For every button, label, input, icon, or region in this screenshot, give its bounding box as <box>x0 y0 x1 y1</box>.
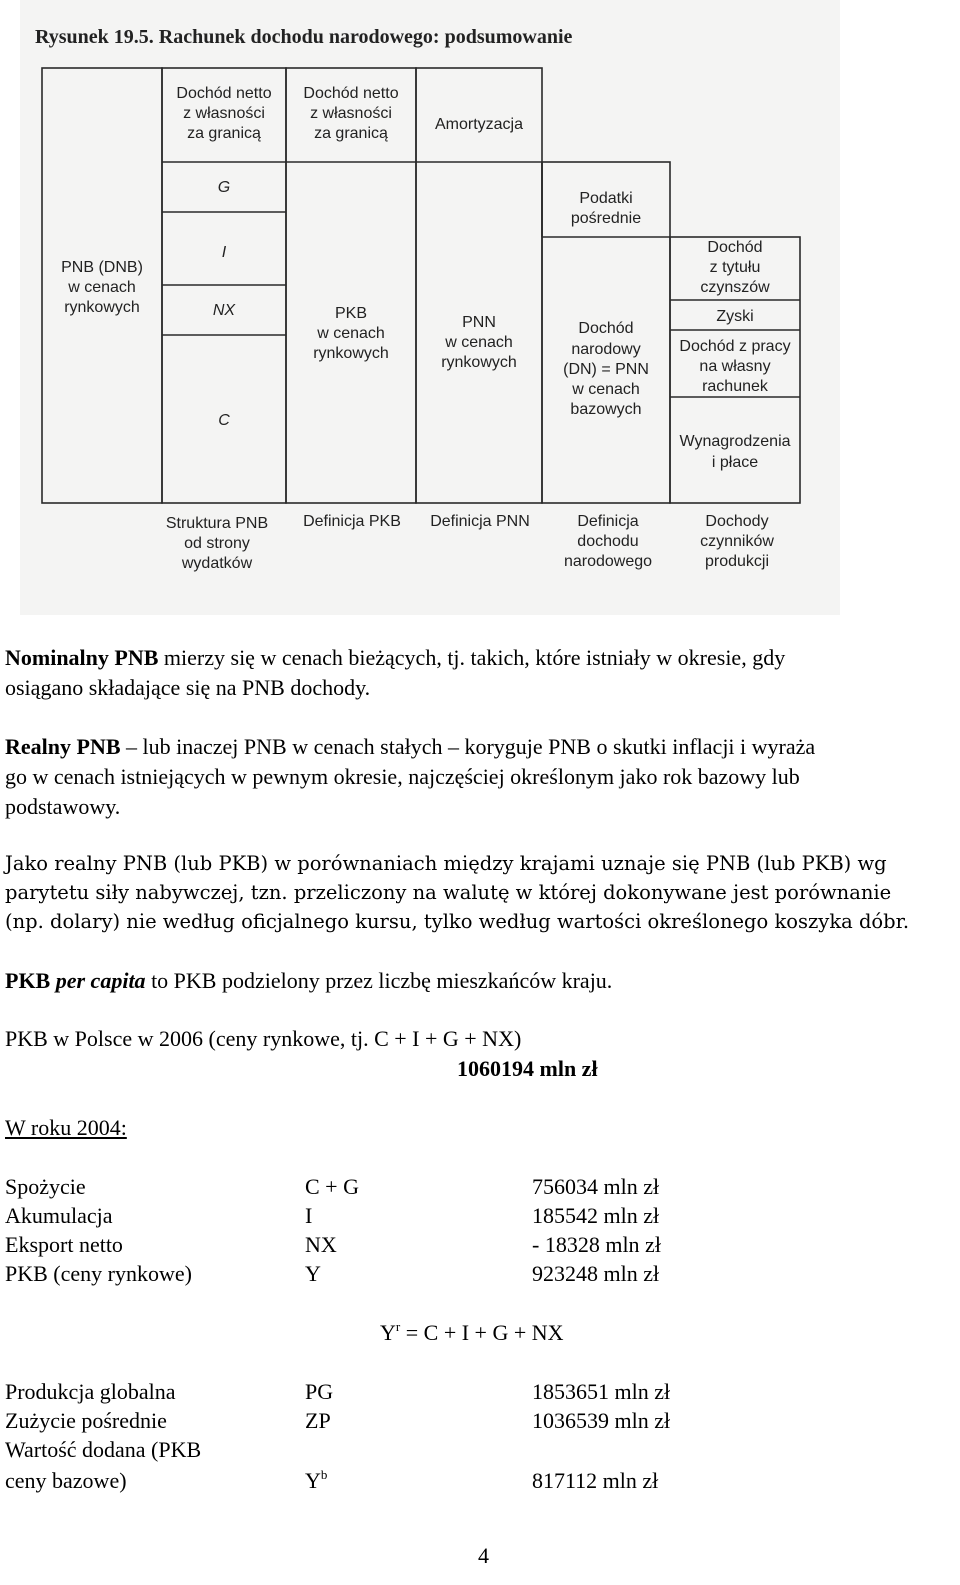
svg-text:rynkowych: rynkowych <box>64 299 140 316</box>
col3-top-label <box>303 85 398 142</box>
svg-text:bazowych: bazowych <box>570 401 642 418</box>
svg-text:w cenach: w cenach <box>68 279 136 296</box>
svg-text:narodowego: narodowego <box>563 553 653 570</box>
svg-text:PNB (DNB): PNB (DNB) <box>61 259 143 276</box>
formula: $Y^r = C + I + G$ + NX <box>380 1319 564 1345</box>
svg-text:czynszów: czynszów <box>700 279 770 296</box>
svg-text:Wynagrodzenia: Wynagrodzenia <box>679 433 791 450</box>
indirect-taxes-label <box>571 190 641 227</box>
svg-text:i płace: i płace <box>711 454 759 471</box>
figure-scan <box>20 0 840 615</box>
i-label: I <box>221 244 227 261</box>
svg-text:w cenach: w cenach <box>317 325 385 342</box>
bottom-label-factor-income <box>700 513 774 570</box>
svg-text:Dochody: Dochody <box>705 513 769 530</box>
table-row: Produkcja globalna PG 1853651 mln zł <box>5 1379 671 1404</box>
svg-text:Dochód: Dochód <box>707 239 763 256</box>
svg-text:Dochód netto: Dochód netto <box>176 85 272 102</box>
svg-text:na własny: na własny <box>699 358 771 375</box>
rent-income-label <box>700 239 770 296</box>
table-row: PKB (ceny rynkowe) Y 923248 mln zł <box>5 1261 660 1286</box>
c-label: C <box>218 412 230 429</box>
bottom-label-national-income <box>564 513 652 570</box>
svg-text:wydatków: wydatków <box>181 555 253 572</box>
table-row: Akumulacja I 185542 mln zł <box>5 1203 660 1228</box>
term-per-capita: per capita <box>55 968 146 993</box>
page-number: 4 <box>478 1543 489 1568</box>
svg-text:za granicą: za granicą <box>187 125 261 142</box>
svg-text:rachunek: rachunek <box>702 378 768 395</box>
svg-text:w cenach: w cenach <box>572 381 640 398</box>
svg-text:za granicą: za granicą <box>314 125 388 142</box>
svg-text:(DN) = PNN: (DN) = PNN <box>563 361 649 378</box>
svg-text:rynkowych: rynkowych <box>313 345 389 362</box>
amortization-label: Amortyzacja <box>434 116 524 133</box>
svg-text:rynkowych: rynkowych <box>441 354 517 371</box>
gdp-2006-value: 1060194 mln zł <box>457 1056 598 1081</box>
paragraph-ppp: Jako realny PNB (lub PKB) w porównaniach między krajami uznaje się PNB (lub PKB) wg parytetu siły nabywczej, tzn. przeliczony na walutę w której dokonywane jest porównanie (np. dolary) nie według oficjalnego kursu, tylko według wartości określonego koszyka dóbr. <box>5 852 910 933</box>
self-employment-label <box>679 338 790 395</box>
svg-text:pośrednie: pośrednie <box>570 210 642 227</box>
svg-text:Podatki: Podatki <box>579 190 633 207</box>
term-nominal-gnp: Nominalny PNB <box>5 645 159 670</box>
bottom-label-pnn: Definicja PNN <box>430 513 530 530</box>
col1-label <box>61 259 143 316</box>
svg-text:od strony: od strony <box>184 535 250 552</box>
svg-text:PKB: PKB <box>334 305 368 322</box>
svg-text:Dochód: Dochód <box>578 320 634 337</box>
year-heading: W roku 2004: <box>5 1115 127 1140</box>
svg-text:z tytułu: z tytułu <box>709 259 761 276</box>
table-row: Zużycie pośrednie ZP 1036539 mln zł <box>5 1408 671 1433</box>
col2-top-label <box>176 85 271 142</box>
table-row: Spożycie C + G 756034 mln zł <box>5 1174 660 1199</box>
bottom-label-pkb: Definicja PKB <box>303 513 401 530</box>
svg-text:produkcji: produkcji <box>704 553 770 570</box>
svg-text:czynników: czynników <box>700 533 774 550</box>
nx-label: NX <box>212 302 236 319</box>
figure-title: Rysunek 19.5. Rachunek dochodu narodowego: podsumowanie <box>35 26 573 48</box>
svg-text:PNN: PNN <box>462 314 496 331</box>
g-label: G <box>217 179 231 196</box>
svg-text:Dochód netto: Dochód netto <box>303 85 399 102</box>
table-row: ceny bazowe) $Y^b$ 817112 mln zł <box>5 1467 659 1493</box>
svg-text:Definicja: Definicja <box>577 513 639 530</box>
pkb-label <box>313 305 389 362</box>
table-row: Eksport netto NX - 18328 mln zł <box>5 1232 661 1257</box>
svg-text:z własności: z własności <box>310 105 392 122</box>
paragraph-gdp-2006: PKB w Polsce w 2006 (ceny rynkowe, tj. C + I + G + NX) <box>5 1026 522 1051</box>
term-real-gnp: Realny PNB <box>5 734 121 759</box>
table-row: Wartość dodana (PKB <box>5 1437 202 1462</box>
svg-text:dochodu: dochodu <box>577 533 639 550</box>
svg-text:Dochód z pracy: Dochód z pracy <box>679 338 791 355</box>
svg-text:z własności: z własności <box>183 105 265 122</box>
national-income-label <box>563 320 649 418</box>
svg-text:Struktura PNB: Struktura PNB <box>165 515 269 532</box>
pnn-label <box>441 314 517 371</box>
col4-box <box>416 68 542 503</box>
profits-label: Zyski <box>716 308 754 325</box>
national-income-diagram <box>20 0 840 615</box>
svg-text:w cenach: w cenach <box>445 334 513 351</box>
wages-label <box>679 433 790 471</box>
paragraph-real-gnp: Realny PNB – lub inaczej PNB w cenach stałych – koryguje PNB o skutki inflacji i wyraża go w cenach istniejących w pewnym okresie, najczęściej określonym jako rok bazowy lub podstawowy. <box>5 734 816 819</box>
paragraph-per-capita: PKB per capita to PKB podzielony przez liczbę mieszkańców kraju. <box>5 968 613 993</box>
paragraph-nominal-gnp: Nominalny PNB mierzy się w cenach bieżących, tj. takich, które istniały w okresie, gdy osiągano składające się na PNB dochody. <box>5 645 786 700</box>
svg-text:narodowy: narodowy <box>571 341 641 358</box>
bottom-label-expenditure <box>166 515 268 572</box>
